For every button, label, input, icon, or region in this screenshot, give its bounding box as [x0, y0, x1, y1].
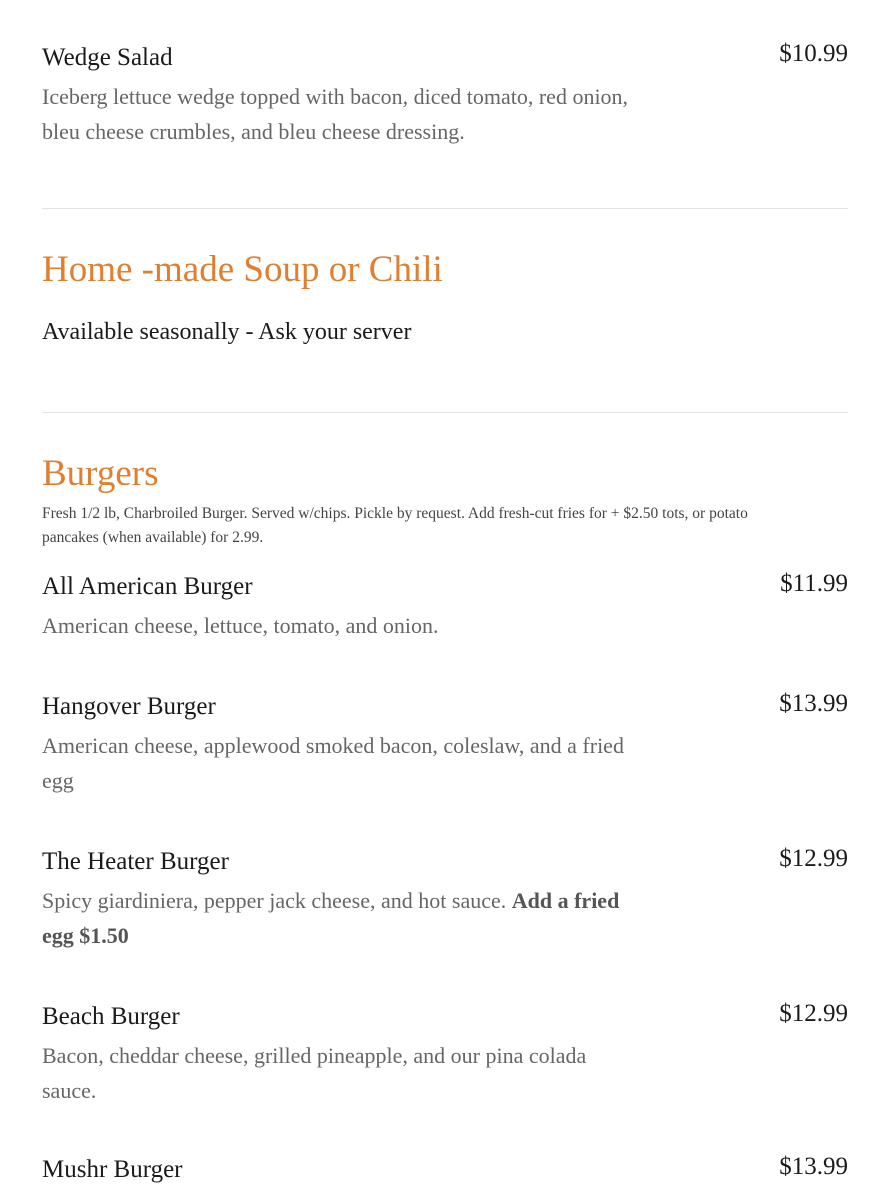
menu-item-all-american-burger — [42, 572, 848, 643]
soup-availability-note: Available seasonally - Ask your server — [42, 319, 412, 345]
menu-item-heater-burger — [42, 847, 848, 953]
menu-item-hangover-burger — [42, 692, 848, 798]
menu-item-mushroom-burger — [42, 1155, 848, 1185]
item-name: Hangover Burger — [42, 693, 216, 720]
item-name: All American Burger — [42, 573, 253, 600]
item-description: American cheese, lettuce, tomato, and onion. — [42, 613, 439, 638]
item-price: $13.99 — [779, 1153, 848, 1180]
item-description: Bacon, cheddar cheese, grilled pineapple, and our pina colada sauce. — [42, 1043, 587, 1103]
burgers-subtitle: Fresh 1/2 lb, Charbroiled Burger. Served w/chips. Pickle by request. Add fresh-cut fries for + $2.50 tots, or potato pancakes (when available) for 2.99. — [42, 505, 748, 546]
section-divider — [42, 412, 848, 413]
item-price: $12.99 — [779, 1000, 848, 1027]
item-price: $11.99 — [780, 570, 848, 597]
item-price: $13.99 — [779, 690, 848, 717]
item-description: American cheese, applewood smoked bacon, coleslaw, and a fried egg — [42, 733, 624, 793]
item-name: Mushr Burger — [42, 1156, 183, 1183]
item-name: The Heater Burger — [42, 848, 229, 875]
section-divider — [42, 208, 848, 209]
item-description-addon: Add a fried egg $1.50 — [42, 888, 620, 948]
item-price: $12.99 — [779, 845, 848, 872]
item-description-text: Spicy giardiniera, pepper jack cheese, and hot sauce. — [42, 888, 507, 913]
item-price: $10.99 — [779, 40, 848, 67]
menu-item-wedge-salad — [42, 40, 848, 149]
section-title-burgers: Burgers — [42, 453, 159, 494]
item-description — [42, 883, 632, 953]
section-title-soup: Home -made Soup or Chili — [42, 249, 443, 290]
item-description: Iceberg lettuce wedge topped with bacon, diced tomato, red onion, bleu cheese crumbles, and bleu cheese dressing. — [42, 84, 629, 144]
item-name: Wedge Salad — [42, 44, 173, 71]
item-name: Beach Burger — [42, 1003, 180, 1030]
menu-item-beach-burger — [42, 1002, 848, 1108]
